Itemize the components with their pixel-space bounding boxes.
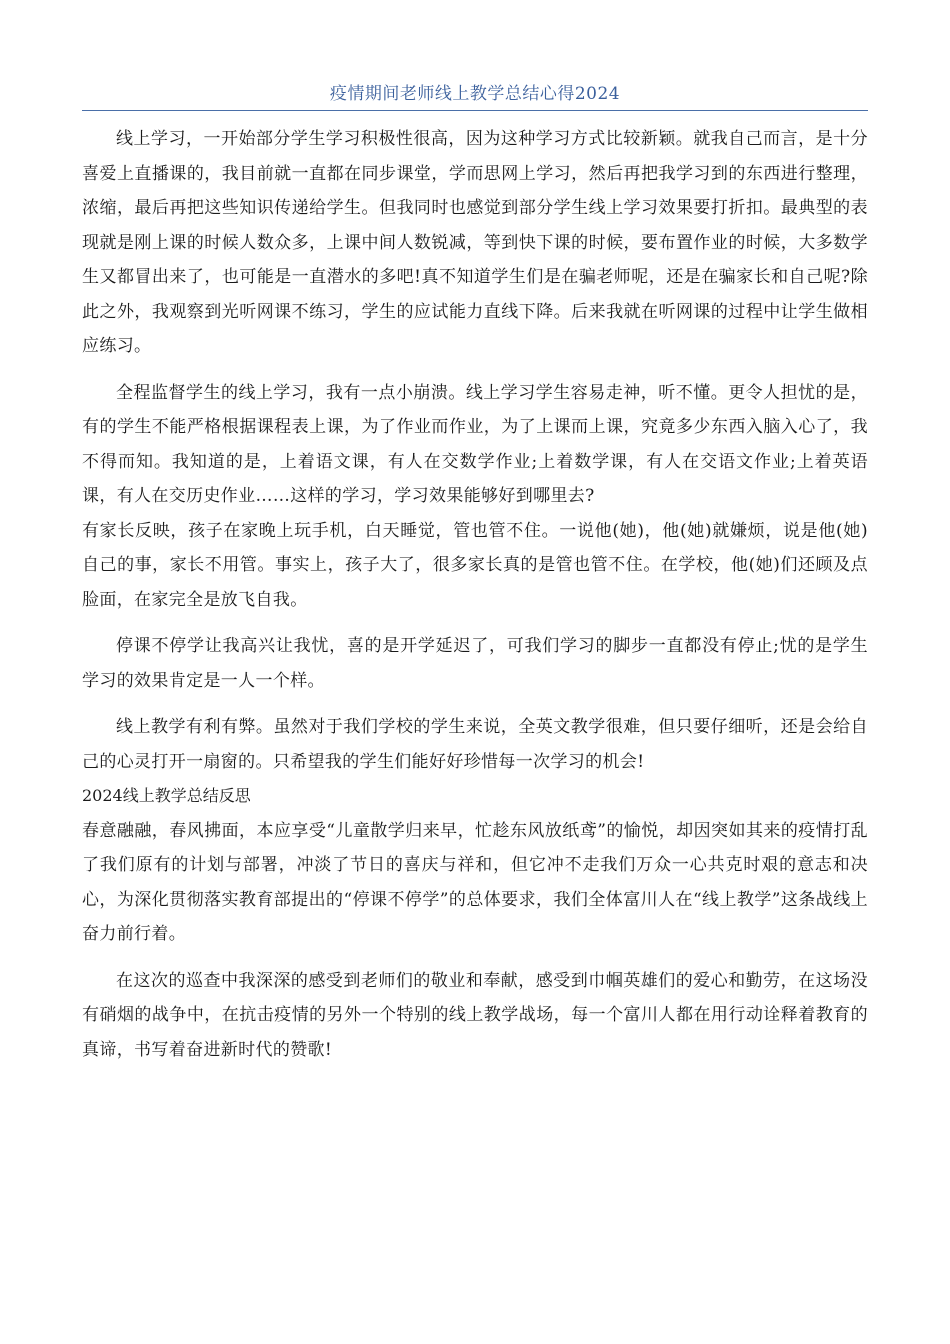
paragraph-spring: 春意融融，春风拂面，本应享受“儿童散学归来早，忙趁东风放纸鸢”的愉悦，却因突如其来的疫情打乱了我们原有的计划与部署，冲淡了节日的喜庆与祥和，但它冲不走我们万众一心共克时艰的意志和决心，为深化贯彻落实教育部提出的“停课不停学”的总体要求，我们全体富川人在“线上教学”这条战线上奋力前行着。 xyxy=(82,820,868,944)
section-heading-reflection: 2024线上教学总结反思 xyxy=(82,786,251,805)
paragraph-inspection: 在这次的巡查中我深深的感受到老师们的敬业和奉献，感受到巾帼英雄们的爱心和勤劳，在这场没有硝烟的战争中，在抗击疫情的另外一个特别的线上教学战场，每一个富川人都在用行动诠释着教育的真谛，书写着奋进新时代的赞歌! xyxy=(82,970,868,1060)
page-header xyxy=(82,80,868,111)
paragraph-joy-and-worry: 停课不停学让我高兴让我忧，喜的是开学延迟了，可我们学习的脚步一直都没有停止;忧的是学生学习的效果肯定是一人一个样。 xyxy=(82,636,868,691)
paragraph-supervision: 全程监督学生的线上学习，我有一点小崩溃。线上学习学生容易走神，听不懂。更令人担忧的是，有的学生不能严格根据课程表上课，为了作业而作业，为了上课而上课，究竟多少东西入脑入心了，我不得而知。我知道的是，上着语文课，有人在交数学作业;上着数学课，有人在交语文作业;上着英语课，有人在交历史作业……这样的学习，学习效果能够好到哪里去? xyxy=(82,382,868,506)
paragraph-online-learning: 线上学习，一开始部分学生学习积极性很高，因为这种学习方式比较新颖。就我自己而言，是十分喜爱上直播课的，我目前就一直都在同步课堂，学而思网上学习，然后再把我学习到的东西进行整理，浓缩，最后再把这些知识传递给学生。但我同时也感觉到部分学生线上学习效果要打折扣。最典型的表现就是刚上课的时候人数众多，上课中间人数锐减，等到快下课的时候，要布置作业的时候，大多数学生又都冒出来了，也可能是一直潜水的多吧!真不知道学生们是在骗老师呢，还是在骗家长和自己呢?除此之外，我观察到光听网课不练习，学生的应试能力直线下降。后来我就在听网课的过程中让学生做相应练习。 xyxy=(82,129,868,356)
paragraph-pros-and-cons: 线上教学有利有弊。虽然对于我们学校的学生来说，全英文教学很难，但只要仔细听，还是会给自己的心灵打开一扇窗的。只希望我的学生们能好好珍惜每一次学习的机会! xyxy=(82,717,868,772)
document-body xyxy=(82,122,868,1067)
document-title: 疫情期间老师线上教学总结心得2024 xyxy=(329,84,621,104)
paragraph-parents-feedback: 有家长反映，孩子在家晚上玩手机，白天睡觉，管也管不住。一说他(她)，他(她)就嫌烦，说是他(她)自己的事，家长不用管。事实上，孩子大了，很多家长真的是管也管不住。在学校，他(她)们还顾及点脸面，在家完全是放飞自我。 xyxy=(82,520,868,610)
